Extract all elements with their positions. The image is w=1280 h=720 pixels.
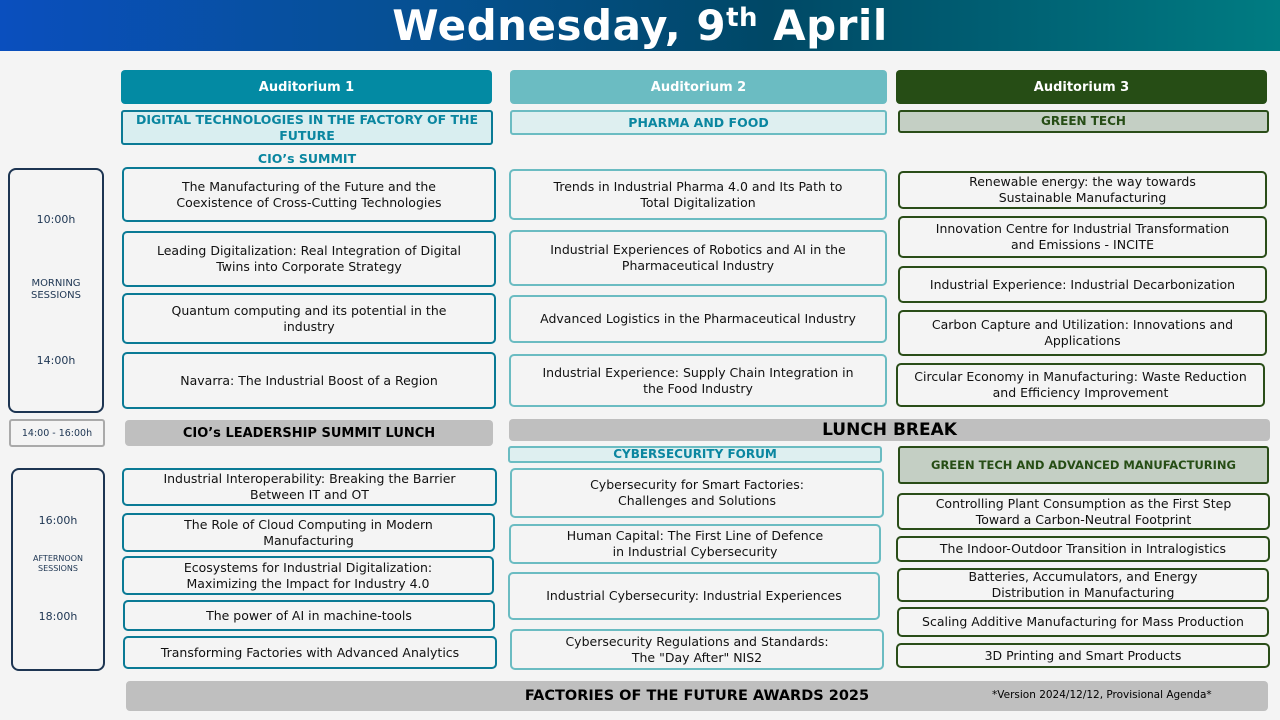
afternoon-sessions-label: AFTERNOON SESSIONS: [33, 554, 83, 573]
awards-title: FACTORIES OF THE FUTURE AWARDS 2025: [524, 688, 870, 704]
session-box: Trends in Industrial Pharma 4.0 and Its Path to Total Digitalization: [509, 169, 887, 220]
track-green-tech-advanced: GREEN TECH AND ADVANCED MANUFACTURING: [898, 446, 1269, 484]
track-green-tech: GREEN TECH: [898, 110, 1269, 133]
track-digital-technologies: DIGITAL TECHNOLOGIES IN THE FACTORY OF THE FUTURE: [121, 110, 493, 145]
auditorium-3-header: Auditorium 3: [896, 70, 1267, 104]
page-title: Wednesday, 9th April: [392, 1, 888, 50]
session-box: Industrial Experience: Industrial Decarbonization: [898, 266, 1267, 303]
session-box: Scaling Additive Manufacturing for Mass Production: [897, 607, 1269, 637]
session-box: Carbon Capture and Utilization: Innovations and Applications: [898, 310, 1267, 356]
morning-end-time: 14:00h: [36, 354, 76, 367]
session-box: Cybersecurity for Smart Factories: Challenges and Solutions: [510, 468, 884, 518]
session-box: The Indoor-Outdoor Transition in Intralogistics: [896, 536, 1270, 562]
cio-leadership-lunch: CIO’s LEADERSHIP SUMMIT LUNCH: [125, 420, 493, 446]
lunch-break: LUNCH BREAK: [509, 419, 1270, 441]
session-box: Industrial Experiences of Robotics and AI in the Pharmaceutical Industry: [509, 230, 887, 286]
session-box: Industrial Cybersecurity: Industrial Experiences: [508, 572, 880, 620]
auditorium-1-header: Auditorium 1: [121, 70, 492, 104]
session-box: Innovation Centre for Industrial Transformation and Emissions - INCITE: [898, 216, 1267, 258]
session-box: Industrial Experience: Supply Chain Integration in the Food Industry: [509, 354, 887, 407]
session-box: Circular Economy in Manufacturing: Waste Reduction and Efficiency Improvement: [896, 363, 1265, 407]
session-box: Advanced Logistics in the Pharmaceutical Industry: [509, 295, 887, 343]
session-box: Batteries, Accumulators, and Energy Distribution in Manufacturing: [897, 568, 1269, 602]
afternoon-end-time: 18:00h: [38, 610, 78, 623]
session-box: Industrial Interoperability: Breaking the Barrier Between IT and OT: [122, 468, 497, 506]
session-box: Human Capital: The First Line of Defence in Industrial Cybersecurity: [509, 524, 881, 564]
cio-summit-label: CIO’s SUMMIT: [257, 151, 357, 166]
session-box: Ecosystems for Industrial Digitalization: Maximizing the Impact for Industry 4.0: [122, 556, 494, 595]
session-box: Controlling Plant Consumption as the First Step Toward a Carbon-Neutral Footprint: [897, 493, 1270, 530]
session-box: The Manufacturing of the Future and the Coexistence of Cross-Cutting Technologies: [122, 167, 496, 222]
awards-bar: [126, 681, 1268, 711]
auditorium-2-header: Auditorium 2: [510, 70, 887, 104]
afternoon-time-panel: [11, 468, 105, 671]
lunch-time: 14:00 - 16:00h: [9, 419, 105, 447]
session-box: Cybersecurity Regulations and Standards: The "Day After" NIS2: [510, 629, 884, 670]
track-pharma-food: PHARMA AND FOOD: [510, 110, 887, 135]
morning-time-panel: [8, 168, 104, 413]
session-box: Navarra: The Industrial Boost of a Region: [122, 352, 496, 409]
track-cybersecurity-forum: CYBERSECURITY FORUM: [508, 446, 882, 463]
session-box: The power of AI in machine-tools: [123, 600, 495, 631]
morning-sessions-label: MORNING SESSIONS: [30, 278, 81, 301]
page-header: [0, 0, 1280, 51]
session-box: Leading Digitalization: Real Integration of Digital Twins into Corporate Strategy: [122, 231, 496, 287]
afternoon-start-time: 16:00h: [38, 514, 78, 527]
session-box: Renewable energy: the way towards Sustainable Manufacturing: [898, 171, 1267, 209]
session-box: The Role of Cloud Computing in Modern Manufacturing: [122, 513, 495, 552]
session-box: 3D Printing and Smart Products: [896, 643, 1270, 668]
session-box: Transforming Factories with Advanced Analytics: [123, 636, 497, 669]
session-box: Quantum computing and its potential in the industry: [122, 293, 496, 344]
version-note: *Version 2024/12/12, Provisional Agenda*: [992, 689, 1212, 701]
morning-start-time: 10:00h: [36, 213, 76, 226]
